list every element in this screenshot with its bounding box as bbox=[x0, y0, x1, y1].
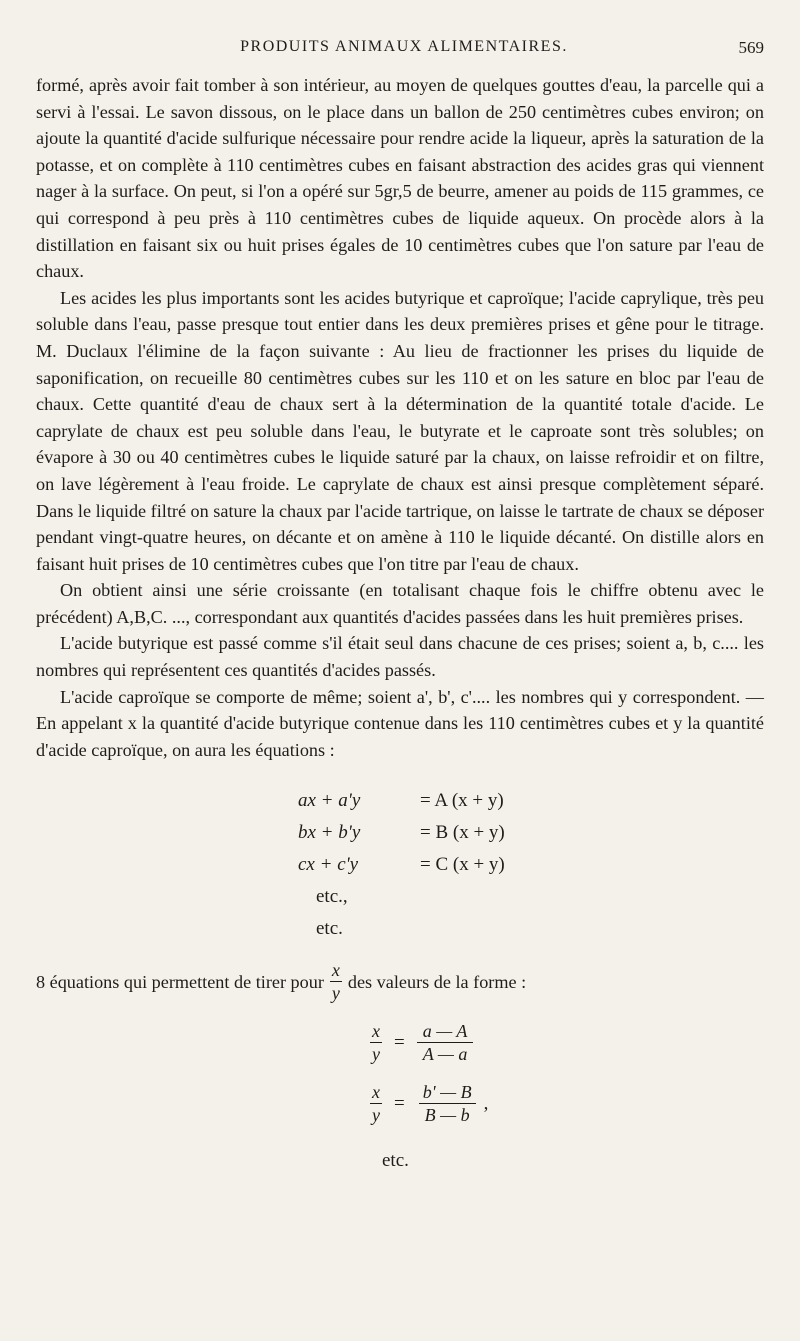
equation-lhs: ax + a'y bbox=[298, 790, 361, 812]
lhs-fraction bbox=[370, 1081, 382, 1126]
equation-rhs: = B (x + y) bbox=[420, 822, 505, 844]
fraction-denominator: B — b bbox=[419, 1103, 476, 1126]
equation bbox=[298, 817, 764, 849]
fraction-denominator: y bbox=[331, 983, 340, 1004]
equation-etc: etc., bbox=[316, 886, 348, 908]
equation-lhs: cx + c'y bbox=[298, 854, 359, 876]
paragraph: L'acide caproïque se comporte de même; soient a', b', c'.... les nombres qui y correspondent. — En appelant x la quantité d'acide butyrique contenue dans les 110 centimètres cubes et y la quantité d'acide caproïque, on aura les équations : bbox=[36, 686, 764, 760]
inline-fraction bbox=[330, 959, 342, 1004]
lhs-fraction bbox=[370, 1020, 382, 1065]
equals-sign: = bbox=[394, 1031, 405, 1053]
page-header bbox=[36, 34, 772, 62]
page-body bbox=[36, 72, 764, 1175]
page-number: 569 bbox=[738, 38, 764, 57]
rhs-fraction bbox=[417, 1081, 478, 1126]
paragraph: L'acide butyrique est passé comme s'il était seul dans chacune de ces prises; soient a, b, c.... les nombres qui représentent ces quantités d'acides passés. bbox=[36, 633, 764, 681]
paragraph: formé, après avoir fait tomber à son intérieur, au moyen de quelques gouttes d'eau, la parcelle qui a servi à l'essai. Le savon dissous, on le place dans un ballon de 250 centimètres cubes environ; on ajoute la quantité d'acide sulfurique nécessaire pour rendre acide la liqueur, après la saturation de la potasse, et on complète à 110 centimètres cubes en faisant abstraction des acides gras qui viennent nager à la surface. On peut, si l'on a opéré sur 5gr,5 de beurre, amener au poids de 115 grammes, ce qui correspond à peu près à 110 centimètres cubes de liquide aqueux. On procède alors à la distillation en faisant six ou huit prises égales de 10 centimètres cubes que l'on sature par l'eau de chaux. bbox=[36, 75, 764, 282]
paragraph: On obtient ainsi une série croissante (en totalisant chaque fois le chiffre obtenu avec le précédent) A,B,C. ..., correspondant aux quantités d'acides passées dans les huit premières prises. bbox=[36, 580, 764, 627]
equation bbox=[298, 849, 764, 881]
sentence-before: 8 équations qui permettent de tirer pour bbox=[36, 971, 324, 992]
fraction-sentence bbox=[36, 959, 764, 1004]
running-title: PRODUITS ANIMAUX ALIMENTAIRES. bbox=[240, 38, 568, 55]
ratio-formula bbox=[364, 1081, 764, 1126]
fraction-numerator: x bbox=[372, 1082, 380, 1103]
equation-lhs: bx + b'y bbox=[298, 822, 361, 844]
ratio-formula bbox=[364, 1020, 764, 1065]
fraction-numerator: a — A bbox=[422, 1021, 468, 1042]
paragraph: Les acides les plus importants sont les acides butyrique et caproïque; l'acide caprylique, très peu soluble dans l'eau, passe presque tout entier dans les deux premières prises et gêne pour le titrage. M. Duclaux l'élimine de la façon suivante : Au lieu de fractionner les prises du liquide de saponification, on recueille 80 centimètres cubes sur les 110 et on les sature en bloc par l'eau de chaux. Cette quantité d'eau de chaux sert à la détermination de la quantité totale d'acide. Le caprylate de chaux est peu soluble dans l'eau, le butyrate et le caproate sont très solubles; on évapore à 30 ou 40 centimètres cubes le liquide saturé par la chaux, on laisse refroidir et on filtre, on lave légèrement à l'eau froide. Le caprylate de chaux est ainsi presque complètement séparé. Dans le liquide filtré on sature la chaux par l'acide tartrique, on laisse le tartrate de chaux se déposer pendant vingt-quatre heures, on décante et on amène à 110 le liquide décanté. On distille alors en faisant huit prises de 10 centimètres cubes que l'on titre par l'eau de chaux. bbox=[36, 287, 764, 574]
equation-etc: etc. bbox=[316, 918, 343, 940]
fraction-numerator: x bbox=[372, 1021, 380, 1042]
formula-tail: , bbox=[483, 1092, 489, 1114]
closing-etc: etc. bbox=[382, 1150, 409, 1172]
equation-system bbox=[298, 785, 764, 945]
fraction-numerator: x bbox=[331, 960, 340, 981]
fraction-denominator: y bbox=[372, 1105, 380, 1126]
equals-sign: = bbox=[394, 1092, 405, 1114]
sentence-after: des valeurs de la forme : bbox=[347, 971, 527, 992]
equation bbox=[298, 785, 764, 817]
fraction-denominator: A — a bbox=[417, 1042, 474, 1065]
equation-rhs: = C (x + y) bbox=[420, 854, 505, 876]
fraction-numerator: b' — B bbox=[422, 1082, 472, 1103]
fraction-denominator: y bbox=[372, 1044, 380, 1065]
rhs-fraction bbox=[417, 1020, 474, 1065]
equation-rhs: = A (x + y) bbox=[420, 790, 504, 812]
